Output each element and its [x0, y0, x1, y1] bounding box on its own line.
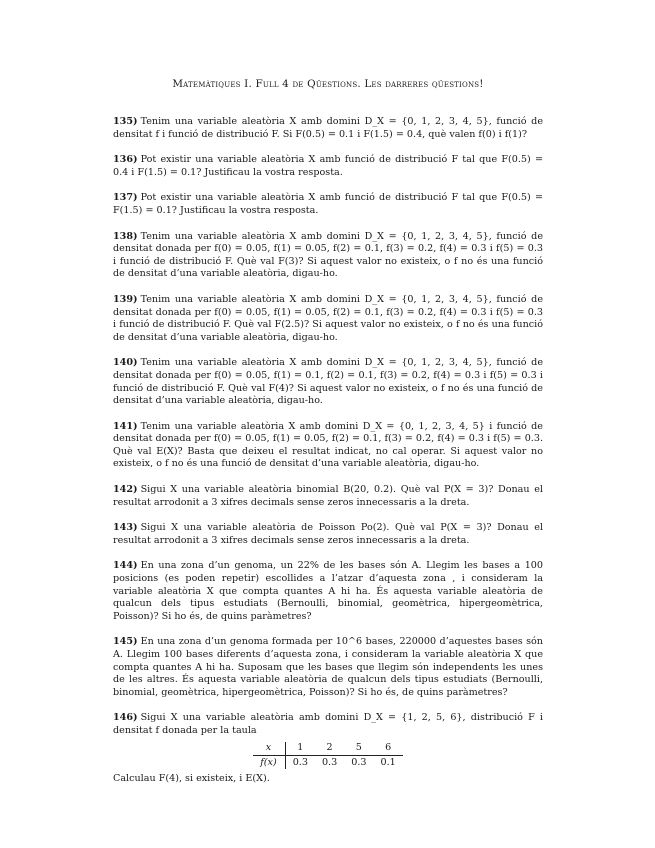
problem-text: Sigui X una variable aleatòria de Poisson Po(2). Què val P(X = 3)? Donau el resultat arrodonit a 3 xifres decimals sense zeros innecessaris a la dreta. — [113, 522, 547, 546]
table-cell-f: 0.3 — [292, 756, 308, 768]
distribution-table-wrapper — [113, 742, 543, 769]
problem-text: Tenim una variable aleatòria X amb domini D_X = {0, 1, 2, 3, 4, 5}, funció de densitat f i funció de distribució F. Si F(0.5) = 0.1 i F(1.5) = 0.4, què valen f(0) i f(1)? — [113, 116, 547, 140]
problem-text: Pot existir una variable aleatòria X amb funció de distribució F tal que F(0.5) = F(1.5) = 0.1? Justificau la vostra resposta. — [113, 192, 547, 216]
table-cell-x: 1 — [285, 742, 315, 756]
problem-item — [113, 154, 547, 179]
problem-item — [113, 116, 547, 141]
problem-number: 143) — [113, 522, 138, 534]
problem-text: Sigui X una variable aleatòria binomial B(20, 0.2). Què val P(X = 3)? Donau el resultat arrodonit a 3 xifres decimals sense zeros innecessaris a la dreta. — [113, 484, 547, 508]
problem-number: 141) — [113, 420, 138, 432]
problem-item — [113, 636, 547, 699]
problem-number: 140) — [113, 357, 138, 369]
problem-number: 145) — [113, 636, 138, 648]
problem-number: 138) — [113, 230, 138, 242]
problem-number: 137) — [113, 192, 138, 204]
distribution-table — [253, 742, 403, 769]
table-cell-f: 0.3 — [351, 756, 367, 768]
problem-text: Tenim una variable aleatòria X amb domini D_X = {0, 1, 2, 3, 4, 5}, funció de densitat donada per f(0) = 0.05, f(1) = 0.05, f(2) = 0.1, f(3) = 0.2, f(4) = 0.3 i f(5) = 0.3 i funció de distribució F. Què val F(3)? Si aquest valor no existeix, o f no és una funció de densitat d’una variable aleatòria, digau-ho. — [113, 230, 547, 280]
problem-number: 139) — [113, 293, 138, 305]
problem-item — [113, 420, 547, 471]
document-page — [113, 78, 547, 798]
problem-text: Pot existir una variable aleatòria X amb funció de distribució F tal que F(0.5) = 0.4 i F(1.5) = 0.1? Justificau la vostra resposta. — [113, 154, 547, 178]
table-cell-x: 2 — [315, 742, 344, 756]
table-row-label: x — [253, 742, 285, 756]
problem-item — [113, 293, 547, 344]
table-row-label: f(x) — [253, 755, 285, 769]
problem-item — [113, 560, 547, 623]
problem-item — [113, 357, 547, 407]
table-cell-x: 5 — [344, 742, 373, 756]
problem-item — [113, 484, 547, 509]
table-cell-f: 0.3 — [321, 756, 338, 768]
table-cell-f: 0.1 — [380, 756, 396, 768]
problem-text: Tenim una variable aleatòria X amb domini D_X = {0, 1, 2, 3, 4, 5}, funció de densitat donada per f(0) = 0.05, f(1) = 0.1, f(2) = 0.1, f(3) = 0.2, f(4) = 0.3 i f(5) = 0.3 i funció de distribució F. Què val F(4)? Si aquest valor no existeix, o f no és una funció de densitat d’una variable aleatòria, digau-ho. — [113, 357, 547, 407]
page-title: Matemàtiques I. Full 4 de Qüestions. Les darreres qüestions! — [172, 78, 484, 90]
problem-item — [113, 230, 547, 281]
problem-followup-text: Calculau F(4), si existeix, i E(X). — [113, 772, 270, 784]
table-row — [253, 742, 403, 756]
problem-text: Tenim una variable aleatòria X amb domini D_X = {0, 1, 2, 3, 4, 5} i funció de densitat donada per f(0) = 0.05, f(1) = 0.05, f(2) = 0.1, f(3) = 0.2, f(4) = 0.3 i f(5) = 0.3. Què val E(X)? Basta que deixeu el resultat indicat, no cal operar. Si aquest valor no existeix, o f no és una funció de densitat d’una variable aleatòria, digau-ho. — [113, 420, 547, 470]
problem-item — [113, 192, 547, 217]
problem-item — [113, 522, 547, 547]
problem-text: En una zona d’un genoma formada per 10^6 bases, 220000 d’aquestes bases són A. Llegim 100 bases diferents d’aquesta zona, i consideram la variable aleatòria X que compta quantes A hi ha. Suposam que les bases que llegim són independents les unes de les altres. És aquesta variable aleatòria de qualcun dels tipus estudiats (Bernoulli, binomial, geomètrica, hipergeomètrica, Poisson)? Si ho és, de quins paràmetres? — [113, 636, 547, 698]
table-row — [253, 755, 403, 769]
problem-number: 135) — [113, 116, 138, 127]
table-cell-x: 6 — [373, 742, 402, 756]
problem-item — [113, 712, 547, 785]
problem-number: 136) — [113, 154, 138, 166]
problem-text: En una zona d’un genoma, un 22% de les bases són A. Llegim les bases a 100 posicions (es poden repetir) escollides a l’atzar d’aquesta zona , i consideram la variable aleatòria X que compta quantes A hi ha. És aquesta variable aleatòria de qualcun dels tipus estudiats (Bernoulli, binomial, geomètrica, hipergeomètrica, Poisson)? Si ho és, de quins paràmetres? — [113, 560, 547, 622]
problem-number: 146) — [113, 712, 138, 724]
problem-list — [113, 116, 547, 785]
problem-number: 142) — [113, 484, 138, 496]
problem-number: 144) — [113, 560, 138, 572]
problem-text: Tenim una variable aleatòria X amb domini D_X = {0, 1, 2, 3, 4, 5}, funció de densitat donada per f(0) = 0.05, f(1) = 0.05, f(2) = 0.1, f(3) = 0.2, f(4) = 0.3 i f(5) = 0.3 i funció de distribució F. Què val F(2.5)? Si aquest valor no existeix, o f no és una funció de densitat d’una variable aleatòria, digau-ho. — [113, 293, 547, 343]
problem-text: Sigui X una variable aleatòria amb domini D_X = {1, 2, 5, 6}, distribució F i densitat f donada per la taula — [113, 712, 547, 736]
